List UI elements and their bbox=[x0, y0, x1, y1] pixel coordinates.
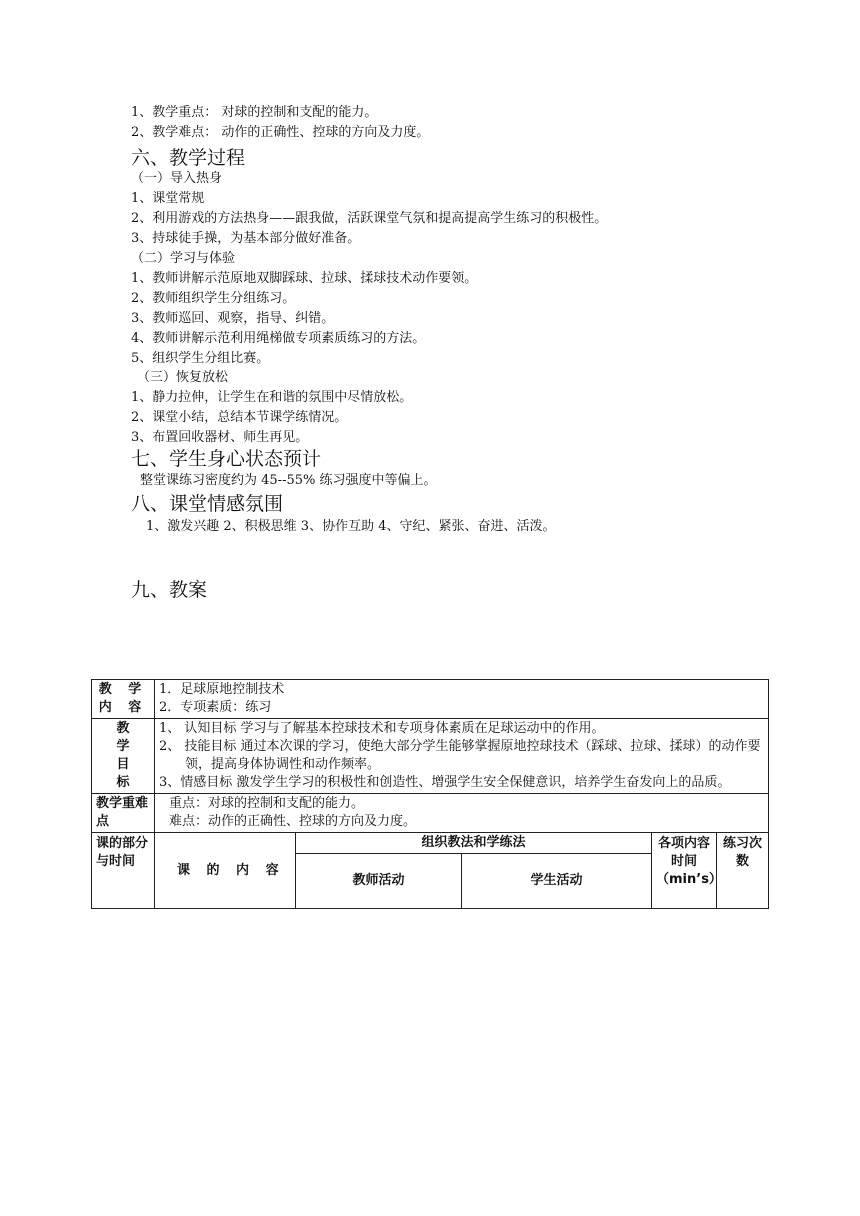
list-item: 3、布置回收器材、师生再见。 bbox=[131, 430, 309, 445]
row-label-text: 教 学 内 容 bbox=[98, 682, 148, 715]
list-item: 1、课堂常规 bbox=[131, 191, 205, 206]
part3-title: （三）恢复放松 bbox=[137, 370, 229, 385]
list-item: 重点：对球的控制和支配的能力。 bbox=[169, 796, 365, 811]
header-cell: 学生活动 bbox=[462, 854, 652, 909]
header-cell: 课的部分与时间 bbox=[92, 833, 155, 909]
row-label bbox=[92, 680, 155, 719]
list-item: 2．专项素质：练习 bbox=[159, 700, 272, 715]
table-row bbox=[92, 719, 769, 794]
list-item: 1、静力拉伸，让学生在和谐的氛围中尽情放松。 bbox=[131, 390, 413, 405]
header-cell: 练习次数 bbox=[717, 833, 769, 909]
header-cell: 各项内容时间（min’s） bbox=[652, 833, 717, 909]
section8-heading: 八、课堂情感氛围 bbox=[131, 493, 284, 515]
part2-title: （二）学习与体验 bbox=[131, 251, 236, 266]
list-item: 难点：动作的正确性、控球的方向及力度。 bbox=[169, 814, 417, 829]
header-text: 课 的 内 容 bbox=[177, 862, 285, 878]
section9-heading: 九、教案 bbox=[131, 579, 208, 601]
row-content bbox=[155, 680, 769, 719]
section6-heading: 六、教学过程 bbox=[131, 147, 246, 169]
teaching-focus-line: 1、教学重点： 对球的控制和支配的能力。 bbox=[131, 105, 378, 120]
table-header-row bbox=[92, 833, 769, 854]
list-item: 3、持球徒手操，为基本部分做好准备。 bbox=[131, 231, 361, 246]
teaching-difficulty-line: 2、教学难点： 动作的正确性、控球的方向及力度。 bbox=[131, 125, 430, 140]
row-content bbox=[155, 794, 769, 833]
list-item: 3、教师巡回、观察，指导、纠错。 bbox=[131, 311, 335, 326]
row-label-text: 教 学 目 标 bbox=[116, 721, 130, 790]
list-item: 2、利用游戏的方法热身——跟我做，活跃课堂气氛和提高提高学生练习的积极性。 bbox=[131, 211, 608, 226]
row-label-text: 教学重难点 bbox=[96, 796, 149, 829]
section7-heading: 七、学生身心状态预计 bbox=[131, 448, 322, 470]
section7-text: 整堂课练习密度约为 45--55% 练习强度中等偏上。 bbox=[140, 473, 437, 488]
list-item: 3、情感目标 激发学生学习的积极性和创造性、增强学生安全保健意识，培养学生奋发向上的品质。 bbox=[159, 775, 731, 790]
header-cell: 组织教法和学练法 bbox=[296, 833, 652, 854]
section8-text: 1、激发兴趣 2、积极思维 3、协作互助 4、守纪、紧张、奋进、活泼。 bbox=[146, 519, 556, 534]
list-item: 2、课堂小结，总结本节课学练情况。 bbox=[131, 410, 348, 425]
row-content bbox=[155, 719, 769, 794]
list-item: 2、教师组织学生分组练习。 bbox=[131, 291, 296, 306]
header-cell: 教师活动 bbox=[296, 854, 462, 909]
list-item: 1．足球原地控制技术 bbox=[159, 682, 285, 697]
table-row bbox=[92, 794, 769, 833]
list-item: 5、组织学生分组比赛。 bbox=[131, 351, 270, 366]
list-item: 1、 认知目标 学习与了解基本控球技术和专项身体素质在足球运动中的作用。 bbox=[159, 721, 605, 736]
list-item: 4、教师讲解示范利用绳梯做专项素质练习的方法。 bbox=[131, 331, 426, 346]
row-label bbox=[92, 794, 155, 833]
list-item: 1、教师讲解示范原地双脚踩球、拉球、揉球技术动作要领。 bbox=[131, 271, 478, 286]
header-cell bbox=[155, 833, 296, 909]
part1-title: （一）导入热身 bbox=[131, 171, 223, 186]
table-row bbox=[92, 680, 769, 719]
lesson-plan-table bbox=[91, 679, 769, 909]
row-label bbox=[92, 719, 155, 794]
list-item: 2、 技能目标 通过本次课的学习，使绝大部分学生能够掌握原地控球技术（踩球、拉球、揉球）的动作要领，提高身体协调性和动作频率。 bbox=[159, 739, 761, 772]
